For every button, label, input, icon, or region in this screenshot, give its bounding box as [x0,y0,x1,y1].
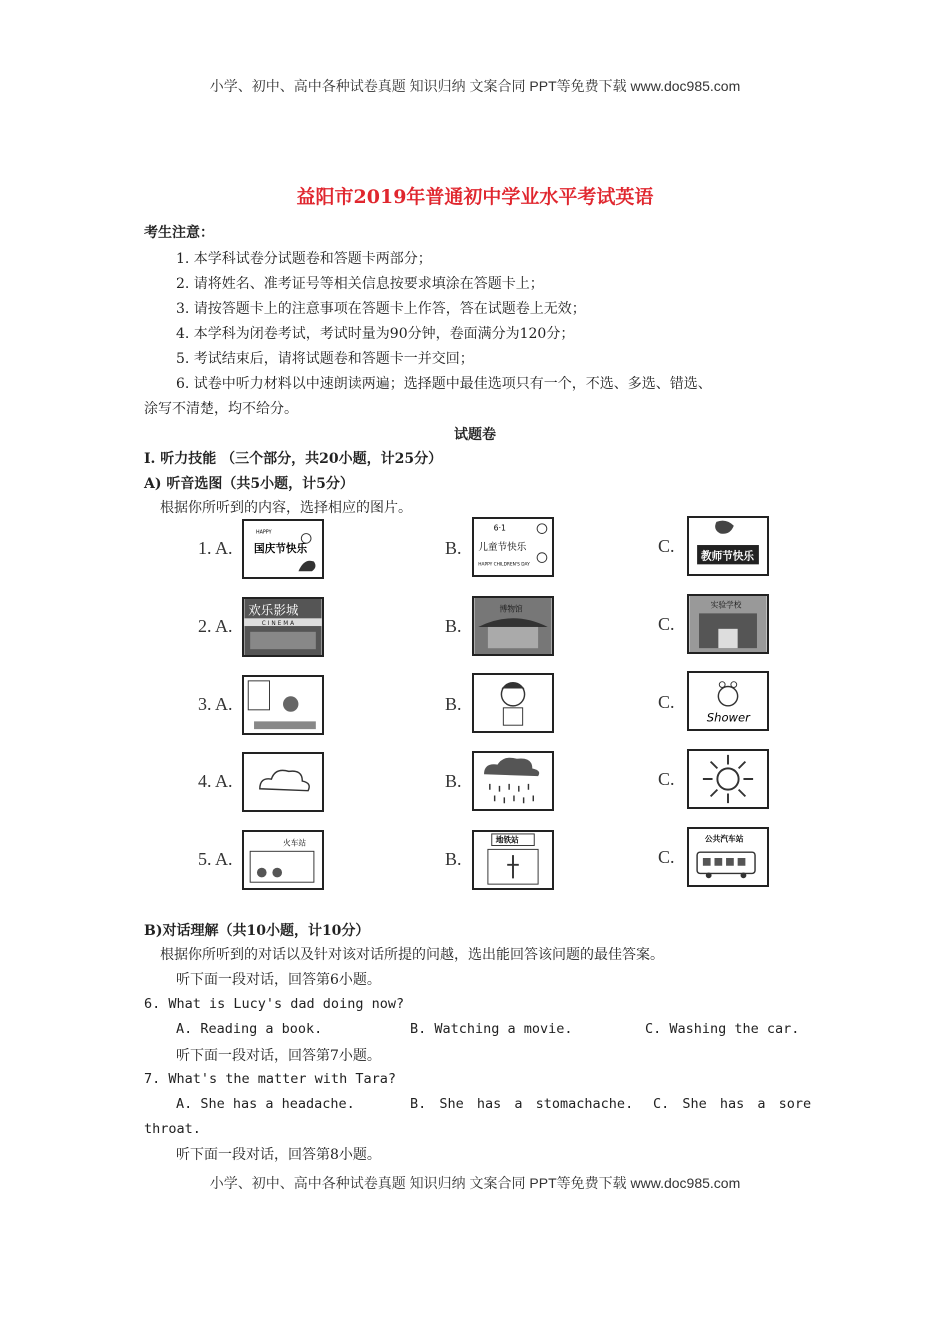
picture-childrens-day[interactable] [472,517,554,577]
notice-item: 涂写不清楚，均不给分。 [144,401,298,417]
picture-sleeping[interactable] [242,675,324,735]
picture-caption: 地铁站 [495,835,519,845]
dialogue-prompt: 听下面一段对话，回答第6小题。 [176,972,381,988]
picture-caption-small: 6·1 [493,523,506,533]
picture-caption-small: HAPPY [255,530,272,536]
wheel-icon [706,872,712,878]
hair-icon [501,683,524,689]
picture-caption: 博物馆 [499,604,523,614]
option-b-label: B. [445,616,462,636]
question-7-option-c[interactable]: C. She has a sore [653,1096,812,1112]
option-c-label: C. [658,536,675,556]
person-icon [283,696,298,711]
flower-icon [298,561,315,572]
bed-icon [254,721,316,729]
notice-item: 2. 请将姓名、准考证号等相关信息按要求填涂在答题卡上； [176,276,544,292]
part-b-instruction: 根据你所听到的对话以及针对该对话所提的问越，选出能回答该问题的最佳答案。 [160,947,664,963]
dialogue-prompt: 听下面一段对话，回答第8小题。 [176,1147,381,1163]
picture-cinema[interactable] [242,597,324,657]
dialogue-prompt: 听下面一段对话，回答第7小题。 [176,1048,381,1064]
row-label: 2. A. [198,616,233,636]
option-b-label: B. [445,849,462,869]
building-icon [250,632,316,649]
picture-caption: 儿童节快乐 [478,541,527,553]
question-6-option-b[interactable]: B. Watching a movie. [410,1021,573,1037]
section-heading: I. 听力技能 （三个部分，共20小题，计25分） [144,451,443,467]
swirl-icon [715,521,734,534]
face-icon [718,687,737,706]
question-6: 6. What is Lucy's dad doing now? [144,996,405,1012]
picture-caption: 公共汽车站 [704,834,744,844]
picture-caption: 教师节快乐 [700,549,755,563]
cloud-icon [260,770,309,790]
person-icon [257,868,267,878]
watermark-bottom: 小学、初中、高中各种试卷真题 知识归纳 文案合同 PPT等免费下载 www.doc985.com [209,1175,741,1191]
notice-item: 6. 试卷中听力材料以中速朗读两遍；选择题中最佳选项只有一个，不选、多选、错选、 [176,376,712,392]
picture-caption-en: CINEMA [261,621,297,628]
exam-title: 益阳市2019年普通初中学业水平考试英语 [296,186,654,208]
question-7-option-a[interactable]: A. She has a headache. [176,1096,355,1112]
gate-icon [718,629,737,648]
option-b-label: B. [445,771,462,791]
watermark-top: 小学、初中、高中各种试卷真题 知识归纳 文案合同 PPT等免费下载 www.doc985.com [209,78,741,94]
row-label: 4. A. [198,771,233,791]
picture-girl-brushing[interactable] [472,673,554,733]
building-icon [488,627,538,648]
picture-sunny[interactable] [687,749,769,809]
row-label: 1. A. [198,538,233,558]
picture-caption-en: HAPPY CHILDREN'S DAY [478,562,530,568]
picture-bus-stop[interactable] [687,827,769,887]
part-a-instruction: 根据你所听到的内容，选择相应的图片。 [160,500,412,516]
picture-rainy[interactable] [472,751,554,811]
option-c-label: C. [658,614,675,634]
picture-caption: 欢乐影城 [248,602,299,618]
question-7-option-b[interactable]: B. She has a stomachache. [410,1096,634,1112]
row-label: 5. A. [198,849,233,869]
picture-teachers-day[interactable] [687,516,769,576]
notice-item: 4. 本学科为闭卷考试，考试时量为90分钟，卷面满分为120分； [176,326,575,342]
option-b-label: B. [445,694,462,714]
picture-national-day[interactable] [242,519,324,579]
question-7-option-c-cont: throat. [144,1121,201,1137]
cloud-icon [484,758,539,776]
sun-icon [717,768,738,789]
option-c-label: C. [658,769,675,789]
station-building-icon [250,851,314,882]
notice-item: 1. 本学科试卷分试题卷和答题卡两部分； [176,251,432,267]
option-b-label: B. [445,538,462,558]
window-icon [248,681,269,710]
part-a-heading: A) 听音选图（共5小题，计5分） [144,476,354,492]
picture-museum[interactable] [472,596,554,656]
option-c-label: C. [658,847,675,867]
wheel-icon [741,872,747,878]
picture-train-station[interactable] [242,830,324,890]
body-icon [503,708,522,725]
picture-caption: 实验学校 [710,600,742,610]
notice-item: 3. 请按答题卡上的注意事项在答题卡上作答，答在试题卷上无效； [176,301,586,317]
person-icon [507,855,519,878]
picture-shower[interactable] [687,671,769,731]
picture-caption: 火车站 [283,838,307,848]
picture-cloudy[interactable] [242,752,324,812]
question-6-option-a[interactable]: A. Reading a book. [176,1021,323,1037]
notice-item: 5. 考试结束后，请将试题卷和答题卡一并交回； [176,351,474,367]
notice-heading: 考生注意： [144,225,214,241]
row-label: 3. A. [198,694,233,714]
picture-school[interactable] [687,594,769,654]
bubble-icon [719,682,725,688]
balloon-icon [537,524,547,534]
picture-subway-station[interactable] [472,830,554,890]
paper-title: 试题卷 [454,427,496,443]
part-b-heading: B)对话理解（共10小题，计10分） [144,923,370,939]
picture-caption: Shower [706,710,750,725]
bus-windows-icon [703,858,745,866]
question-7: 7. What's the matter with Tara? [144,1071,396,1087]
child-icon [537,553,547,563]
bubble-icon [731,682,737,688]
option-c-label: C. [658,692,675,712]
sun-rays-icon [703,755,753,803]
rain-icon [490,784,533,803]
question-6-option-c[interactable]: C. Washing the car. [645,1021,800,1037]
picture-caption: 国庆节快乐 [254,541,308,555]
person-icon [272,868,282,878]
